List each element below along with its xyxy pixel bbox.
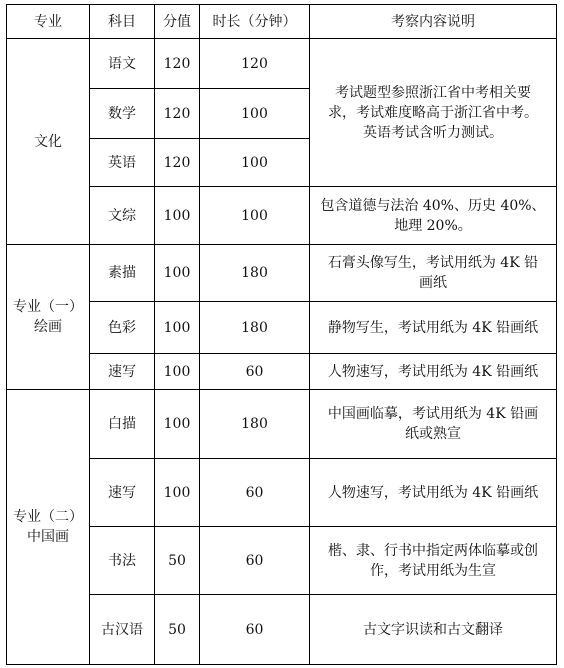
description-cell [310,302,557,354]
header-duration: 时长（分钟） [200,5,310,39]
description-line: 作，考试用纸为生宣 [370,562,496,579]
subject-cell: 书法 [90,527,155,595]
description-line: 石膏头像写生，考试用纸为 4K 铅 [327,255,539,271]
score-cell: 100 [155,302,200,354]
score-cell: 120 [155,139,200,187]
description-line: 古文字识读和古文翻译 [363,621,503,638]
group-label-line: 中国画 [27,529,69,545]
score-cell: 100 [155,245,200,302]
description-cell [310,354,557,390]
duration-cell: 180 [200,390,310,459]
score-cell: 50 [155,595,200,665]
duration-cell: 100 [200,139,310,187]
table-row [7,354,557,390]
header-subject: 科目 [90,5,155,39]
exam-table [6,4,557,665]
score-cell: 50 [155,527,200,595]
description-line: 地理 20%。 [394,217,472,234]
description-cell [310,390,557,459]
score-cell: 120 [155,39,200,89]
description-line: 包含道德与法治 40%、历史 40%、 [320,197,546,214]
score-cell: 100 [155,459,200,527]
header-row [7,5,557,39]
group-label-painting [7,245,90,390]
description-cell [310,245,557,302]
duration-cell: 60 [200,595,310,665]
duration-cell: 120 [200,39,310,89]
description-cell [310,595,557,665]
table-row [7,302,557,354]
table-row [7,459,557,527]
subject-cell: 英语 [90,139,155,187]
description-line: 纸或熟宣 [405,426,461,442]
score-cell: 100 [155,354,200,390]
table-row [7,245,557,302]
subject-cell: 速写 [90,459,155,527]
group-label-line: 文化 [34,133,62,150]
description-line: 求，考试难度略高于浙江省中考。 [328,104,538,121]
header-description: 考察内容说明 [310,5,557,39]
duration-cell: 180 [200,302,310,354]
subject-cell: 文综 [90,187,155,245]
description-cell [310,187,557,245]
description-cell [310,459,557,527]
duration-cell: 100 [200,89,310,139]
header-score: 分值 [155,5,200,39]
score-cell: 100 [155,187,200,245]
subject-cell: 语文 [90,39,155,89]
description-line: 画纸 [419,275,447,291]
table-row [7,527,557,595]
description-cell [310,527,557,595]
description-line: 楷、隶、行书中指定两体临摹或创 [328,542,538,559]
group-label-line: 专业（二） [13,509,83,525]
duration-cell: 180 [200,245,310,302]
table-row [7,39,557,89]
subject-cell: 色彩 [90,302,155,354]
subject-cell: 素描 [90,245,155,302]
duration-cell: 60 [200,527,310,595]
description-line: 英语考试含听力测试。 [363,124,503,141]
score-cell: 100 [155,390,200,459]
subject-cell: 白描 [90,390,155,459]
subject-cell: 速写 [90,354,155,390]
duration-cell: 60 [200,354,310,390]
subject-cell: 古汉语 [90,595,155,665]
description-line: 人物速写，考试用纸为 4K 铅画纸 [327,363,539,380]
subject-cell: 数学 [90,89,155,139]
description-line: 人物速写，考试用纸为 4K 铅画纸 [327,484,539,501]
table-row [7,187,557,245]
table-row [7,390,557,459]
group-label-line: 绘画 [34,319,62,335]
group-label-line: 专业（一） [13,299,83,315]
score-cell: 120 [155,89,200,139]
description-cell [310,39,557,187]
description-line: 静物写生，考试用纸为 4K 铅画纸 [327,319,539,336]
table-row [7,595,557,665]
group-label-chinese-painting [7,390,90,665]
description-line: 考试题型参照浙江省中考相关要 [335,84,531,101]
group-label-culture [7,39,90,245]
duration-cell: 100 [200,187,310,245]
duration-cell: 60 [200,459,310,527]
description-line: 中国画临摹，考试用纸为 4K 铅画 [327,406,539,422]
header-major: 专业 [7,5,90,39]
